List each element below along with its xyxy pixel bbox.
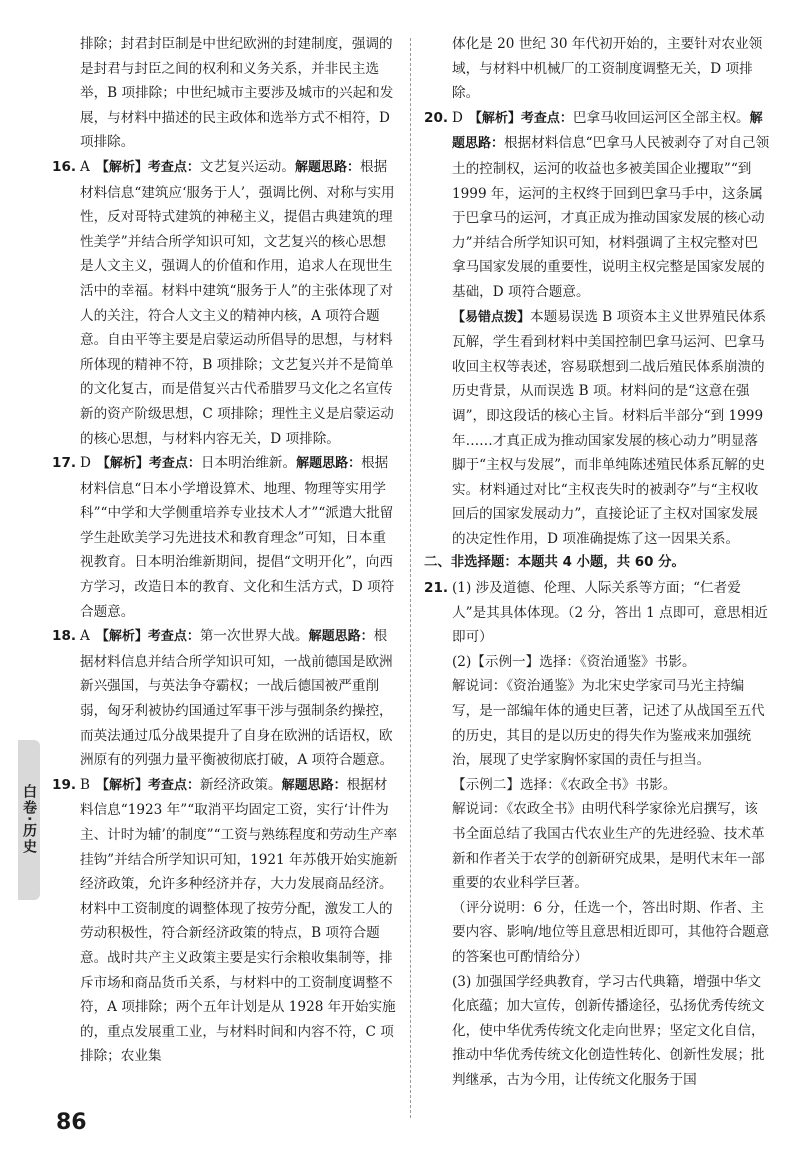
- question-16: [52, 155, 398, 451]
- q17-topic: 日本明治维新。: [200, 455, 297, 472]
- side-tab-label: 白卷·历史: [21, 784, 37, 856]
- right-column: [424, 32, 770, 1093]
- q21-scoring-note: （评分说明：6 分，任选一个，答出时期、作者、主要内容、影响/地位等且意思相近即可，其他符合题意的答案也可酌情给分）: [452, 899, 770, 965]
- q19-topic: 新经济政策。: [200, 776, 282, 793]
- q21-example1-commentary: 解说词：《资治通鉴》为北宋史学家司马光主持编写，是一部编年体的通史巨著，记述了从战国至五代的历史，其目的是以历史的得失作为鉴戒来加强统治，展现了史学家胸怀家国的责任与担当。: [452, 678, 765, 769]
- question-19: [52, 773, 398, 1069]
- q17-approach-tag: 解题思路：: [296, 456, 362, 472]
- left-column: [52, 32, 398, 1069]
- page-number: 86: [56, 1110, 87, 1135]
- q20-number: 20.: [424, 109, 449, 126]
- q16-approach-tag: 解题思路：: [295, 159, 361, 175]
- column-divider: [410, 38, 411, 1118]
- q21-part1: (1) 涉及道德、伦理、人际关系等方面；“仁者爱人”是其具体体现。（2 分，答出 1 点即可，意思相近即可）: [452, 580, 768, 646]
- q20-error-tip: [424, 305, 770, 552]
- q19-approach-tag: 解题思路：: [281, 777, 347, 793]
- q18-analysis-tag: 【解析】考查点：: [95, 629, 200, 645]
- q21-example2-commentary: 解说词：《农政全书》由明代科学家徐光启撰写，该书全面总结了我国古代农业生产的先进经验、技术革新和作者关于农学的创新研究成果，是明代末年一部重要的农业科学巨著。: [452, 801, 765, 892]
- q20-analysis-tag: 【解析】考查点：: [468, 110, 573, 126]
- q19-continuation: 体化是 20 世纪 30 年代初开始的，主要针对农业领域，与材料中机械厂的工资制度调整无关，D 项排除。: [452, 36, 763, 102]
- q19-number: 19.: [52, 776, 77, 793]
- question-17: [52, 451, 398, 624]
- q20-topic: 巴拿马收回运河区全部主权。: [572, 109, 750, 126]
- q16-explanation: 根据材料信息“建筑应‘服务于人’，强调比例、对称与实用性，反对哥特式建筑的神秘主义，提倡古典建筑的理性美学”并结合所学知识可知，文艺复兴的核心思想是人文主义，强调人的价值和作用，追求人在现世生活中的幸福。材料中建筑“服务于人”的主张体现了对人的关注，符合人文主义的精神内核，A 项符合题意。自由平等主要是启蒙运动所倡导的思想，与材料所体现的精神不符，B 项排除；文艺复兴并不是简单的文化复古，而是借复兴古代希腊罗马文化之名宣传新的资产阶级思想，C 项排除；理性主义是启蒙运动的核心思想，与材料内容无关，D 项排除。: [80, 158, 395, 447]
- q16-topic: 文艺复兴运动。: [199, 158, 295, 175]
- q19-analysis-tag: 【解析】考查点：: [96, 777, 201, 793]
- q17-analysis-tag: 【解析】考查点：: [96, 456, 201, 472]
- side-tab: [18, 740, 40, 900]
- q20-approach-tag: 解题思路：: [452, 110, 763, 152]
- q18-number: 18.: [52, 628, 77, 645]
- q15-continuation: 排除；封君封臣制是中世纪欧洲的封建制度，强调的是封君与封臣之间的权利和义务关系，并非民主选举，B 项排除；中世纪城市主要涉及城市的兴起和发展，与材料中描述的民主政体和选举方式不相符，D 项排除。: [80, 36, 394, 151]
- q19-explanation: 根据材料信息“1923 年”“取消平均固定工资，实行‘计件为主、计时为辅’的制度”“工资与熟练程度和劳动生产率挂钩”并结合所学知识可知，1921 年苏俄开始实施新经济政策，允许多种经济并存，大力发展商品经济。材料中工资制度的调整体现了按劳分配，激发工人的劳动积极性，符合新经济政策的特点，B 项符合题意。战时共产主义政策主要是实行余粮收集制等，排斥市场和商品货币关系，与材料中的工资制度调整不符，A 项排除；两个五年计划是从 1928 年开始实施的，重点发展重工业，与材料时间和内容不符，C 项排除；农业集: [80, 776, 398, 1065]
- q18-approach-tag: 解题思路：: [308, 629, 374, 645]
- q17-answer: D: [80, 455, 91, 472]
- section-heading-nonchoice: 二、非选择题：本题共 4 小题，共 60 分。: [424, 555, 685, 571]
- q17-explanation: 根据材料信息“日本小学增设算术、地理、物理等实用学科”“中学和大学侧重培养专业技术人才”“派遣大批留学生赴欧美学习先进技术和教育理念”可知，日本重视教育。日本明治维新期间，提倡“文明开化”，向西方学习，改造日本的教育、文化和生活方式，D 项符合题意。: [80, 455, 395, 620]
- q18-answer: A: [80, 628, 90, 645]
- q20-explanation: 根据材料信息“巴拿马人民被剥夺了对自己领土的控制权，运河的收益也多被美国企业攫取”“到 1999 年，运河的主权终于回到巴拿马手中，这条属于巴拿马的运河，才真正成为推动国家发展的核心动力”并结合所学知识可知，材料强调了主权完整对巴拿马国家发展的重要性，说明主权完整是国家发展的基础，D 项符合题意。: [452, 135, 770, 300]
- q20-answer: D: [452, 109, 463, 126]
- q21-number: 21.: [424, 580, 449, 597]
- question-18: [52, 624, 398, 773]
- q16-number: 16.: [52, 158, 77, 175]
- q19-answer: B: [80, 776, 90, 793]
- q17-number: 17.: [52, 455, 77, 472]
- question-21: [424, 576, 770, 650]
- q16-analysis-tag: 【解析】考查点：: [95, 159, 200, 175]
- question-20: [424, 106, 770, 305]
- q21-example2: 【示例二】选择：《农政全书》书影。: [452, 776, 677, 793]
- q21-part3: (3) 加强国学经典教育，学习古代典籍，增强中华文化底蕴；加大宣传，创新传播途径，弘扬优秀传统文化，使中华优秀传统文化走向世界；坚定文化自信，推动中华优秀传统文化创造性转化、创新性发展；批判继承，古为今用，让传统文化服务于国: [452, 973, 765, 1088]
- q20-error-tip-tag: 【易错点拨】: [452, 309, 531, 325]
- q18-topic: 第一次世界大战。: [199, 628, 309, 645]
- q20-error-tip-text: 本题易误选 B 项资本主义世界殖民体系瓦解，学生看到材料中美国控制巴拿马运河、巴拿马收回主权等表述，容易联想到二战后殖民体系崩溃的历史背景，从而误选 B 项。材料问的是“这意在强调”，即这段话的核心主旨。材料后半部分“到 1999 年……才真正成为推动国家发展的核心动力”明显落脚于“主权与发展”，而非单纯陈述殖民体系瓦解的史实。材料通过对比“主权丧失时的被剥夺”与“主权收回后的国家发展动力”，直接论证了主权对国家发展的决定性作用，D 项准确提炼了这一因果关系。: [452, 308, 767, 547]
- q16-answer: A: [80, 158, 90, 175]
- q21-part2-example1: (2)【示例一】选择：《资治通鉴》书影。: [452, 653, 696, 670]
- q18-explanation: 根据材料信息并结合所学知识可知，一战前德国是欧洲新兴强国，与英法争夺霸权；一战后德国被严重削弱，匈牙利被协约国通过军事干涉与强制条约操控，而英法通过瓜分战果提升了自身在欧洲的话语权，欧洲原有的列强力量平衡被彻底打破，A 项符合题意。: [80, 628, 394, 769]
